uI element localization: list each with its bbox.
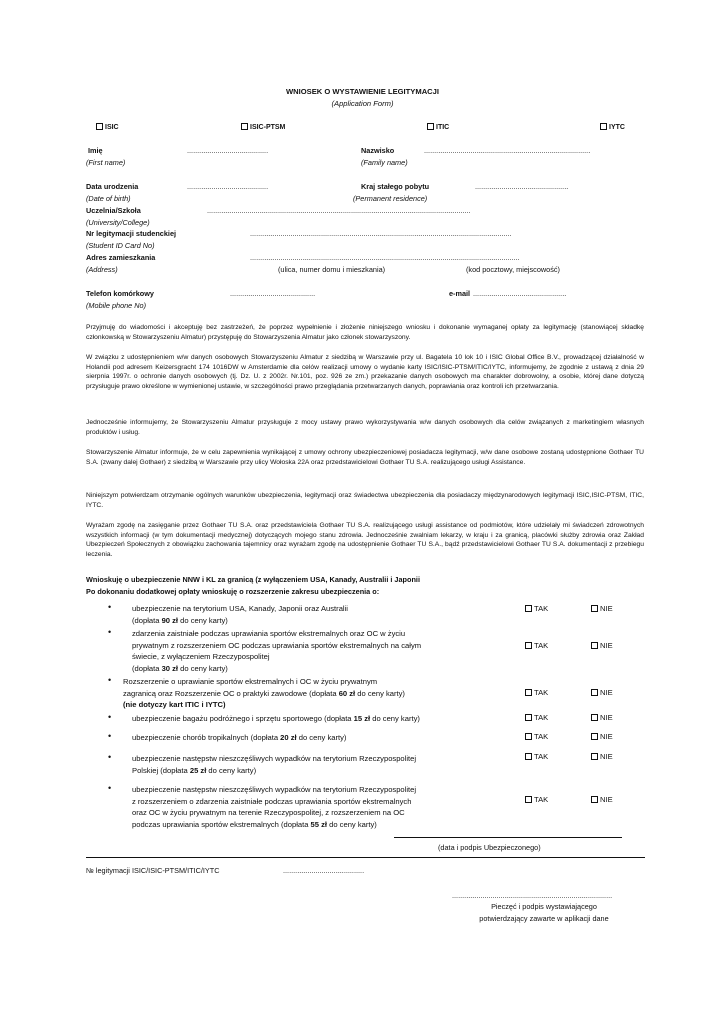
checkbox-icon[interactable]: [525, 796, 532, 803]
university-label: Uczelnia/Szkoła: [86, 206, 141, 215]
checkbox-icon[interactable]: [427, 123, 434, 130]
checkbox-icon[interactable]: [525, 642, 532, 649]
student-id-en: (Student ID Card No): [86, 241, 155, 250]
card-type-iytc[interactable]: IYTC: [600, 123, 625, 131]
insurance-option-extreme-sports: zdarzenia zaistniałe podczas uprawiania sportów ekstremalnych oraz OC w życiu prywatnym z rozszerzeniem OC podczas uprawiania sportów ekstremalnych na całym świecie, z wyłączeniem Rzeczypospolitej (dopłata 30 zł do ceny karty): [132, 629, 422, 673]
insurance-option-usa: ubezpieczenie na terytorium USA, Kanady, Japonii oraz Australii (dopłata 90 zł do ceny karty): [132, 604, 348, 625]
paragraph-conditions: Niniejszym potwierdzam otrzymanie ogólnych warunków ubezpieczenia, legitymacji oraz świadectwa ubezpieczenia dla posiadaczy międzynarodowych legitymacji ISIC,ISIC-PTSM, ITIC, IYTC.: [86, 492, 644, 509]
bullet-icon: •: [108, 783, 112, 793]
checkbox-icon[interactable]: [525, 714, 532, 721]
paragraph-data-protection: W związku z udostępnieniem w/w danych osobowych Stowarzyszeniu Almatur z siedzibą w Warszawie przy ul. Bagatela 10 lok 10 i ISIC Global Office B.V., prowadzącej działalność w Holandii pod adresem Keizersgracht 174 1016DW w Amsterdamie dla celów realizacji umowy o wydanie karty ISIC/ISIC-PTSM/ITIC/IYTC, informujemy, że zgodnie z ustawą z dnia 29 sierpnia 1997r. o ochronie danych osobowych (tj. Dz. U. z 2002r. Nr.101, poz. 926 ze zm.) przekazanie danych osobowych ma charakter dobrowolny, a osobie, której dane dotyczą przysługuje prawo określone w wymienionej ustawie, w szczególności prawo przeglądania przetwarzanych danych, poprawiania oraz kontroli ich przetwarzania.: [86, 354, 644, 390]
address-field[interactable]: .....................................................................................................................................: [250, 253, 520, 262]
card-number-field[interactable]: ........................................: [283, 866, 365, 875]
checkbox-icon[interactable]: [525, 733, 532, 740]
address-label: Adres zamieszkania: [86, 253, 156, 262]
insurance-heading: Wnioskuję o ubezpieczenie NNW i KL za granicą (z wyłączeniem USA, Kanady, Australii i Japonii: [86, 575, 420, 584]
bullet-icon: •: [108, 675, 112, 685]
address-hint-city: (kod pocztowy, miejscowość): [466, 265, 560, 274]
option-yes-tropical[interactable]: TAK: [525, 732, 548, 741]
checkbox-icon[interactable]: [591, 689, 598, 696]
form-title: WNIOSEK O WYSTAWIENIE LEGITYMACJI: [285, 87, 439, 96]
surname-label: Nazwisko: [361, 146, 395, 155]
option-yes-extreme-sports[interactable]: TAK: [525, 641, 548, 650]
dob-en: (Date of birth): [86, 194, 131, 203]
checkbox-icon[interactable]: [591, 753, 598, 760]
checkbox-icon[interactable]: [525, 605, 532, 612]
card-type-isic[interactable]: ISIC: [96, 123, 119, 131]
insurance-option-domestic-accident: ubezpieczenie następstw nieszczęśliwych wypadków na terytorium Rzeczypospolitej Polskiej (dopłata 25 zł do ceny karty): [132, 754, 417, 775]
card-number-label: № legitymacji ISIC/ISIC-PTSM/ITIC/IYTC: [86, 866, 220, 875]
bullet-icon: •: [108, 602, 112, 612]
university-en: (University/College): [86, 218, 150, 227]
checkbox-icon[interactable]: [591, 796, 598, 803]
university-field[interactable]: ..................................................................................................................................: [207, 206, 471, 215]
insurance-subheading: Po dokonaniu dodatkowej opłaty wnioskuję o rozszerzenie zakresu ubezpieczenia o:: [86, 587, 380, 596]
option-no-domestic-extended[interactable]: NIE: [591, 795, 613, 804]
insured-signature-label: (data i podpis Ubezpieczonego): [438, 843, 541, 852]
checkbox-icon[interactable]: [600, 123, 607, 130]
first-name-en: (First name): [86, 158, 126, 167]
option-yes-domestic-accident[interactable]: TAK: [525, 752, 548, 761]
option-no-domestic-accident[interactable]: NIE: [591, 752, 613, 761]
option-no-usa[interactable]: NIE: [591, 604, 613, 613]
checkbox-icon[interactable]: [96, 123, 103, 130]
issuer-label-2: potwierdzający zawarte w aplikacji dane: [479, 914, 609, 923]
bullet-icon: •: [108, 752, 112, 762]
phone-field[interactable]: ..........................................: [230, 289, 316, 298]
section-divider: [86, 857, 645, 858]
insurance-option-tropical: ubezpieczenie chorób tropikalnych (dopłata 20 zł do ceny karty): [132, 733, 347, 742]
residence-en: (Permanent residence): [353, 194, 428, 203]
issuer-label-1: Pieczęć i podpis wystawiającego: [491, 902, 597, 911]
insurance-option-professional-oc: Rozszerzenie o uprawianie sportów ekstremalnych i OC w życiu prywatnym zagranicą oraz Rozszerzenie OC o praktyki zawodowe (dopłata 60 zł do ceny karty) (nie dotyczy kart ITIC i IYTC): [123, 677, 405, 710]
option-yes-baggage[interactable]: TAK: [525, 713, 548, 722]
student-id-label: Nr legitymacji studenckiej: [86, 229, 177, 238]
dob-label: Data urodzenia: [86, 182, 139, 191]
option-no-baggage[interactable]: NIE: [591, 713, 613, 722]
paragraph-membership: Przyjmuję do wiadomości i akceptuję bez zastrzeżeń, że poprzez wypełnienie i złożenie niniejszego wniosku i dokonanie wymaganej opłaty za legitymację (stanowiącej składkę członkowską w Stowarzyszeniu Almatur) przystępuję do Stowarzyszenia Almatur jako członek stowarzyszony.: [86, 324, 644, 341]
option-no-tropical[interactable]: NIE: [591, 732, 613, 741]
email-label: e-mail: [449, 289, 471, 298]
paragraph-gothaer: Stowarzyszenie Almatur informuje, że w celu zapewnienia wynikającej z umowy ochrony ubezpieczeniowej posiadacza legitymacji, w/w dane osobowe zostaną udostępnione Gothaer TU S.A. (zwany dalej Gothaer) z siedzibą w Warszawie przy ulicy Wołoska 22A oraz przedstawicielowi Gothaer TU S.A. realizującego usługi Assistance.: [86, 449, 644, 466]
paragraph-marketing: Jednocześnie informujemy, że Stowarzyszeniu Almatur przysługuje z mocy ustawy prawo wykorzystywania w/w danych osobowych dla celów związanych z marketingiem własnych produktów i usług.: [86, 419, 644, 436]
checkbox-icon[interactable]: [591, 642, 598, 649]
bullet-icon: •: [108, 627, 112, 637]
checkbox-icon[interactable]: [525, 689, 532, 696]
email-field[interactable]: ..............................................: [473, 289, 567, 298]
bullet-icon: •: [108, 731, 112, 741]
checkbox-icon[interactable]: [591, 733, 598, 740]
insurance-option-domestic-extended: ubezpieczenie następstw nieszczęśliwych wypadków na terytorium Rzeczypospolitej z rozszerzeniem o zdarzenia zaistniałe podczas uprawiania sportów ekstremalnych oraz OC w życiu prywatnym na terenie Rzeczypospolitej, z rozszerzeniem na OC podczas uprawiania sportów ekstremalnych (dopłata 55 zł do ceny karty): [132, 785, 417, 829]
address-en: (Address): [86, 265, 118, 274]
checkbox-icon[interactable]: [591, 605, 598, 612]
checkbox-icon[interactable]: [591, 714, 598, 721]
issuer-signature-field[interactable]: ...............................................................................: [452, 891, 613, 900]
card-type-isic-ptsm[interactable]: ISIC-PTSM: [241, 123, 285, 131]
option-no-professional-oc[interactable]: NIE: [591, 688, 613, 697]
option-no-extreme-sports[interactable]: NIE: [591, 641, 613, 650]
surname-en: (Family name): [361, 158, 408, 167]
student-id-field[interactable]: .................................................................................................................................: [250, 229, 512, 238]
residence-field[interactable]: ..............................................: [475, 182, 569, 191]
signature-line: [394, 837, 622, 838]
option-yes-domestic-extended[interactable]: TAK: [525, 795, 548, 804]
insurance-option-baggage: ubezpieczenie bagażu podróżnego i sprzętu sportowego (dopłata 15 zł do ceny karty): [132, 714, 420, 723]
surname-field[interactable]: ..................................................................................: [424, 146, 591, 155]
option-yes-professional-oc[interactable]: TAK: [525, 688, 548, 697]
dob-field[interactable]: ........................................: [187, 182, 269, 191]
checkbox-icon[interactable]: [241, 123, 248, 130]
address-hint-street: (ulica, numer domu i mieszkania): [278, 265, 386, 274]
phone-en: (Mobile phone No): [86, 301, 147, 310]
phone-label: Telefon komórkowy: [86, 289, 154, 298]
paragraph-medical-consent: Wyrażam zgodę na zasięganie przez Gothaer TU S.A. oraz przedstawiciela Gothaer TU S.A. realizującego usługi assistance od podmiotów, które udzielały mi świadczeń zdrowotnych wszystkich informacji (w tym dokumentacji medycznej) dotyczących mojego stanu zdrowia. Jednocześnie zwalniam lekarzy, w kraju i za granicą, placówki służby zdrowia oraz Zakład Ubezpieczeń Społecznych z obowiązku zachowania tajemnicy oraz wyrażam zgodę na udostępnienie Gothaer TU S.A., bądź przedstawicielowi Gothaer TU S.A. dokumentacji z przebiegu leczenia.: [86, 522, 644, 558]
form-subtitle: (Application Form): [331, 99, 394, 108]
card-type-itic[interactable]: ITIC: [427, 123, 449, 131]
option-yes-usa[interactable]: TAK: [525, 604, 548, 613]
first-name-label: Imię: [88, 146, 103, 155]
checkbox-icon[interactable]: [525, 753, 532, 760]
first-name-field[interactable]: ........................................: [187, 146, 269, 155]
residence-label: Kraj stałego pobytu: [361, 182, 430, 191]
bullet-icon: •: [108, 712, 112, 722]
